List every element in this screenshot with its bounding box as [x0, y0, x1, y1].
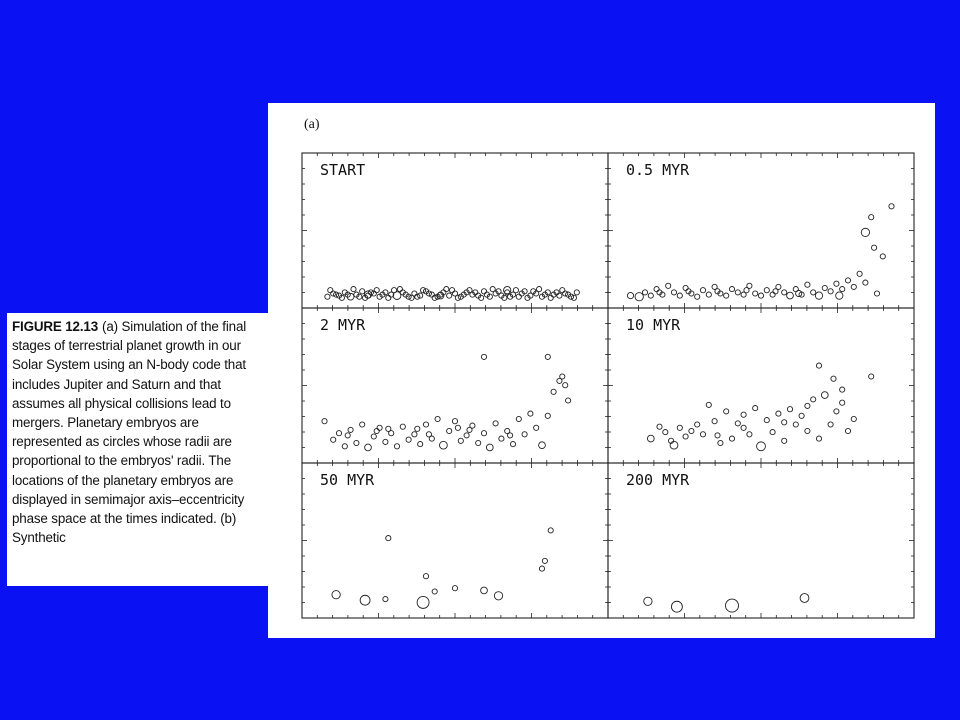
- embryo-point: [336, 431, 341, 436]
- embryo-point: [400, 424, 405, 429]
- embryo-point: [683, 285, 688, 290]
- embryo-point: [776, 411, 781, 416]
- embryo-point: [828, 289, 833, 294]
- caption-box: [7, 313, 268, 586]
- embryo-point: [539, 566, 544, 571]
- embryo-point: [741, 412, 746, 417]
- embryo-point: [486, 444, 493, 451]
- embryo-point: [450, 288, 455, 293]
- embryo-point: [872, 245, 877, 250]
- embryo-point: [753, 406, 758, 411]
- embryo-point: [851, 416, 856, 421]
- embryo-point: [513, 288, 518, 293]
- figure-caption: [7, 313, 268, 547]
- embryo-point: [666, 283, 671, 288]
- embryo-point: [821, 392, 828, 399]
- embryo-point: [799, 413, 804, 418]
- embryo-point: [715, 433, 720, 438]
- embryo-point: [360, 422, 365, 427]
- embryo-point: [845, 428, 850, 433]
- embryo-point: [537, 287, 542, 292]
- embryo-point: [654, 287, 659, 292]
- embryo-point: [770, 430, 775, 435]
- embryo-point: [394, 444, 399, 449]
- figure-panel: [268, 103, 935, 638]
- embryo-point: [563, 383, 568, 388]
- embryo-point: [557, 293, 562, 298]
- embryo-point: [816, 436, 821, 441]
- embryo-point: [440, 441, 448, 449]
- embryo-point: [545, 413, 550, 418]
- embryo-point: [663, 430, 668, 435]
- embryo-point: [880, 254, 885, 259]
- embryo-point: [342, 444, 347, 449]
- embryo-point: [642, 290, 647, 295]
- panel-label: 50 MYR: [320, 471, 375, 489]
- embryo-point: [644, 597, 652, 605]
- embryo-point: [494, 592, 502, 600]
- embryo-point: [764, 418, 769, 423]
- caption-body: (a) Simulation of the final stages of terrestrial planet growth in our Solar System using an N-body code that includes Jupiter and Saturn and that assumes all physical collisions lead to mergers. Planetary embryos are represented as circles whose radii are proportional to the embryos' radii. The locations of the planetary embryos are displayed in semimajor axis–eccentricity phase space at the times indicated. (b) Synthetic: [12, 319, 247, 546]
- embryo-point: [560, 288, 565, 293]
- embryo-point: [800, 594, 809, 603]
- embryo-point: [417, 596, 429, 608]
- embryo-point: [718, 440, 723, 445]
- embryo-point: [753, 291, 758, 296]
- embryo-point: [423, 574, 428, 579]
- embryo-point: [657, 424, 662, 429]
- embryo-point: [874, 291, 879, 296]
- embryo-point: [782, 290, 787, 295]
- embryo-point: [695, 294, 700, 299]
- embryo-point: [757, 442, 766, 451]
- embryo-point: [836, 292, 843, 299]
- panel-label: 0.5 MYR: [626, 161, 690, 179]
- embryo-point: [805, 282, 810, 287]
- embryo-point: [435, 416, 440, 421]
- embryo-point: [467, 427, 472, 432]
- embryo-point: [464, 433, 469, 438]
- embryo-point: [834, 281, 839, 286]
- embryo-point: [712, 419, 717, 424]
- embryo-point: [560, 374, 565, 379]
- embryo-point: [426, 432, 431, 437]
- caption-label: FIGURE 12.13: [12, 319, 99, 334]
- embryo-point: [683, 434, 688, 439]
- embryo-point: [869, 215, 874, 220]
- embryo-point: [374, 428, 379, 433]
- embryo-point: [566, 398, 571, 403]
- embryo-point: [840, 287, 845, 292]
- embryo-point: [627, 292, 633, 298]
- embryo-point: [863, 280, 868, 285]
- embryo-point: [857, 271, 862, 276]
- embryo-point: [522, 432, 527, 437]
- embryo-point: [322, 419, 327, 424]
- embryo-point: [490, 287, 495, 292]
- panel-label: 10 MYR: [626, 316, 681, 334]
- embryo-point: [735, 290, 740, 295]
- embryo-point: [729, 436, 734, 441]
- panel-3: [302, 308, 608, 463]
- embryo-point: [383, 439, 388, 444]
- embryo-point: [782, 438, 787, 443]
- embryo-point: [386, 536, 391, 541]
- embryo-point: [458, 438, 463, 443]
- panel-label: 200 MYR: [626, 471, 690, 489]
- panels-layer: [302, 153, 914, 618]
- embryo-point: [815, 292, 822, 299]
- embryo-point: [796, 290, 802, 296]
- embryo-point: [447, 293, 452, 298]
- figure-chart: [268, 103, 935, 638]
- embryo-point: [418, 442, 423, 447]
- embryo-point: [671, 601, 682, 612]
- embryo-point: [374, 288, 379, 293]
- embryo-point: [729, 287, 734, 292]
- embryo-point: [758, 293, 763, 298]
- embryo-point: [689, 428, 694, 433]
- panel-6: [608, 463, 914, 618]
- embryo-point: [764, 288, 769, 293]
- embryo-point: [383, 597, 388, 602]
- panel-2: [608, 153, 914, 308]
- embryo-point: [741, 425, 746, 430]
- embryo-point: [415, 426, 420, 431]
- embryo-point: [677, 293, 682, 298]
- embryo-point: [787, 292, 794, 299]
- embryo-point: [706, 292, 711, 297]
- embryo-point: [452, 419, 457, 424]
- embryo-point: [534, 425, 539, 430]
- embryo-point: [481, 587, 488, 594]
- embryo-point: [528, 411, 533, 416]
- embryo-point: [476, 440, 481, 445]
- embryo-point: [516, 294, 521, 299]
- figure-label: (a): [304, 117, 320, 132]
- embryo-point: [551, 389, 556, 394]
- embryo-point: [828, 422, 833, 427]
- embryo-point: [423, 422, 428, 427]
- embryo-point: [548, 295, 553, 300]
- embryo-point: [545, 354, 550, 359]
- embryo-point: [452, 586, 457, 591]
- embryo-point: [348, 427, 353, 432]
- embryo-point: [455, 425, 460, 430]
- panel-4: [608, 308, 914, 463]
- embryo-point: [354, 440, 359, 445]
- embryo-point: [647, 435, 654, 442]
- embryo-point: [360, 595, 370, 605]
- embryo-point: [648, 293, 653, 298]
- embryo-point: [840, 400, 845, 405]
- embryo-point: [773, 289, 778, 294]
- panel-label: 2 MYR: [320, 316, 366, 334]
- embryo-point: [351, 287, 356, 292]
- embryo-point: [397, 287, 402, 292]
- embryo-point: [861, 228, 869, 236]
- embryo-point: [816, 363, 821, 368]
- embryo-point: [822, 285, 827, 290]
- embryo-point: [516, 416, 521, 421]
- embryo-point: [724, 293, 729, 298]
- embryo-point: [432, 589, 437, 594]
- embryo-point: [406, 437, 411, 442]
- embryo-point: [635, 293, 643, 301]
- embryo-point: [805, 428, 810, 433]
- embryo-point: [726, 599, 739, 612]
- embryo-point: [371, 434, 376, 439]
- embryo-point: [671, 290, 676, 295]
- embryo-point: [412, 432, 417, 437]
- embryo-point: [840, 387, 845, 392]
- embryo-point: [700, 432, 705, 437]
- embryo-point: [365, 444, 372, 451]
- embryo-point: [481, 354, 486, 359]
- embryo-point: [377, 425, 382, 430]
- embryo-point: [548, 528, 553, 533]
- embryo-point: [744, 288, 749, 293]
- embryo-point: [869, 374, 874, 379]
- embryo-point: [325, 294, 330, 299]
- embryo-point: [735, 421, 740, 426]
- embryo-point: [889, 204, 894, 209]
- embryo-point: [695, 422, 700, 427]
- embryo-point: [787, 407, 792, 412]
- embryo-point: [811, 397, 816, 402]
- embryo-point: [811, 290, 816, 295]
- embryo-point: [481, 289, 486, 294]
- embryo-point: [782, 420, 787, 425]
- embryo-point: [332, 591, 340, 599]
- embryo-point: [392, 288, 397, 293]
- panel-1: [302, 153, 608, 308]
- embryo-point: [677, 425, 682, 430]
- embryo-point: [360, 289, 365, 294]
- embryo-point: [770, 292, 775, 297]
- embryo-point: [345, 433, 350, 438]
- embryo-point: [328, 288, 333, 293]
- embryo-point: [447, 428, 452, 433]
- panel-label: START: [320, 161, 366, 179]
- panel-5: [302, 463, 608, 618]
- embryo-point: [386, 295, 391, 300]
- embryo-point: [834, 409, 839, 414]
- embryo-point: [831, 376, 836, 381]
- embryo-point: [670, 441, 678, 449]
- embryo-point: [805, 403, 810, 408]
- embryo-point: [481, 431, 486, 436]
- embryo-point: [493, 421, 498, 426]
- embryo-point: [510, 442, 515, 447]
- embryo-point: [724, 409, 729, 414]
- embryo-point: [331, 437, 336, 442]
- embryo-point: [499, 436, 504, 441]
- embryo-point: [706, 402, 711, 407]
- embryo-point: [793, 422, 798, 427]
- embryo-point: [444, 287, 449, 292]
- embryo-point: [845, 278, 850, 283]
- embryo-point: [700, 288, 705, 293]
- embryo-point: [747, 432, 752, 437]
- embryo-point: [542, 558, 547, 563]
- embryo-point: [539, 442, 546, 449]
- embryo-point: [574, 290, 579, 295]
- embryo-point: [386, 426, 391, 431]
- embryo-point: [851, 284, 856, 289]
- embryo-point: [508, 433, 513, 438]
